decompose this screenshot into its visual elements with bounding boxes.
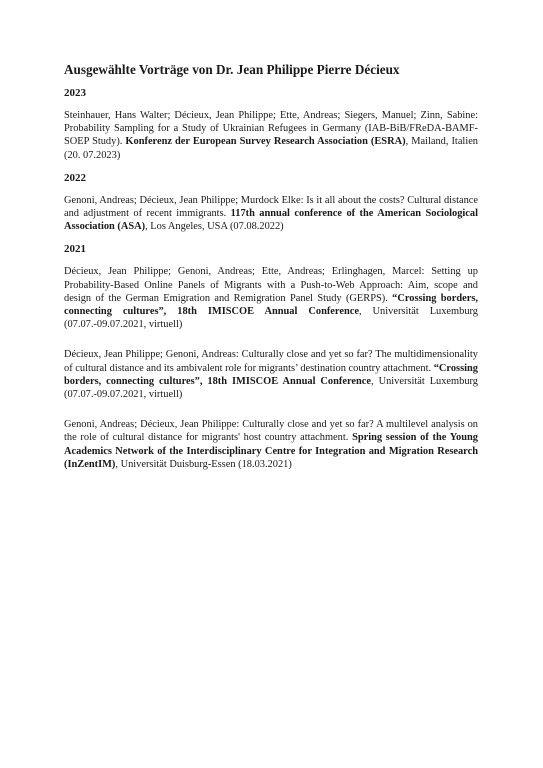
talk-entry <box>64 348 478 401</box>
talk-authors-title: Genoni, Andreas; Décieux, Jean Philippe; Murdock Elke: Is it all about the costs? Cultural distance and adjustment of recent immigrants. <box>64 194 478 220</box>
section-2021 <box>64 243 478 471</box>
talk-venue: “Crossing borders, connecting cultures”, 18th IMISCOE Annual Conference <box>64 362 478 387</box>
talk-authors-title: Décieux, Jean Philippe; Genoni, Andreas; Ette, Andreas; Erlinghagen, Marcel: Setting up Probability-Based Online Panels of Migrants with a Push-to-Web Approach: Aim, scope and design of the German Emigration and Remigration Panel Study (GERPS). <box>64 266 478 304</box>
talk-venue: Konferenz der European Survey Research Association (ESRA) <box>125 136 406 148</box>
year-heading: 2022 <box>64 171 86 184</box>
document-content <box>64 62 478 481</box>
talk-details: , Universität Luxemburg (07.07.-09.07.2021, virtuell) <box>64 306 478 331</box>
talk-entry <box>64 194 478 234</box>
year-heading: 2021 <box>64 243 86 256</box>
year-heading: 2023 <box>64 87 86 99</box>
talk-entry <box>64 265 478 331</box>
talk-details: , Universität Luxemburg (07.07.-09.07.2021, virtuell) <box>64 375 478 401</box>
page-title: Ausgewählte Vorträge von Dr. Jean Philippe Pierre Décieux <box>64 62 400 77</box>
talk-authors-title: Steinhauer, Hans Walter; Décieux, Jean Philippe; Ette, Andreas; Siegers, Manuel; Zinn, Sabine: Probability Sampling for a Study of Ukrainian Refugees in Germany (IAB-BiB/FReDA-BAMF-SOEP Study). <box>64 110 478 148</box>
talk-authors-title: Décieux, Jean Philippe; Genoni, Andreas: Culturally close and yet so far? The multidimensionality of cultural distance and its ambivalent role for migrants’ destination country attachment. <box>64 349 478 374</box>
talk-details: , Universität Duisburg-Essen (18.03.2021) <box>115 458 292 470</box>
section-2022 <box>64 172 478 234</box>
talk-details: , Mailand, Italien (20. 07.2023) <box>64 136 479 161</box>
talk-entry <box>64 418 478 471</box>
talk-venue: “Crossing borders, connecting cultures”, 18th IMISCOE Annual Conference <box>64 292 478 318</box>
section-2023 <box>64 87 478 162</box>
talk-details: , Los Angeles, USA (07.08.2022) <box>145 221 284 233</box>
talk-entry <box>64 109 478 162</box>
talk-venue: Spring session of the Young Academics Network of the Interdisciplinary Centre for Integration and Migration Research (InZentIM) <box>64 432 478 470</box>
talk-authors-title: Genoni, Andreas; Décieux, Jean Philippe: Culturally close and yet so far? A multilevel analysis on the role of cultural distance for migrants' host country attachment. <box>64 419 478 444</box>
talk-venue: 117th annual conference of the American Sociological Association (ASA) <box>64 208 478 233</box>
